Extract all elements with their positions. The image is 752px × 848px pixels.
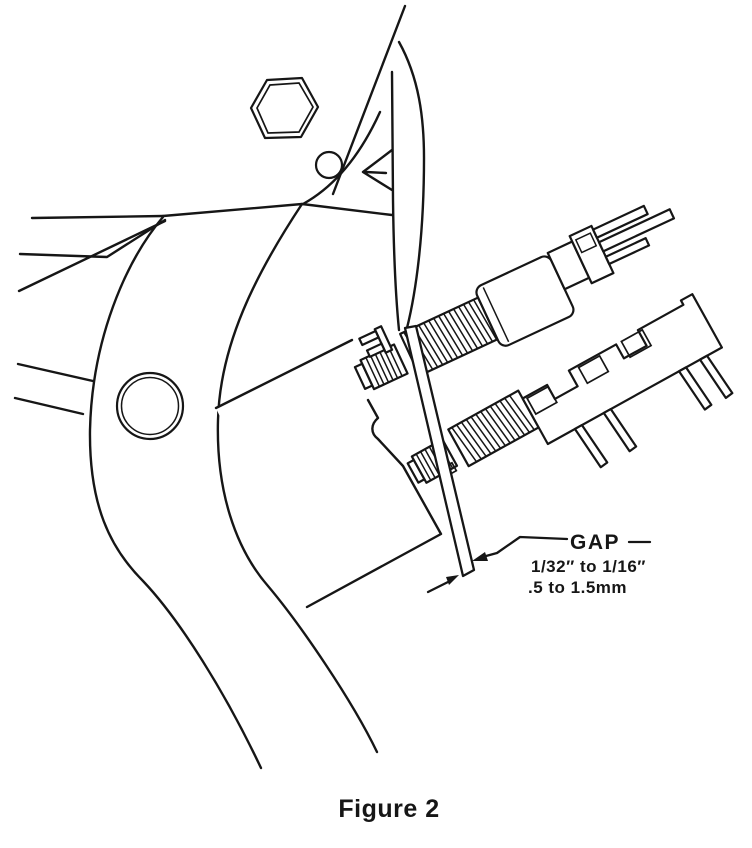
bracket-top-edge [163, 204, 392, 216]
terminal-pin-4 [700, 354, 733, 400]
pedal-pivot-hole [117, 373, 183, 439]
terminal-pin-3 [679, 365, 712, 411]
switch-mounting-plate [216, 334, 441, 607]
bracket-edge-line-2 [20, 220, 165, 257]
upper-arm-diagonal-edge [333, 6, 405, 194]
bracket-flange-line-1 [18, 364, 93, 381]
clip-prong-upper [359, 331, 378, 345]
terminal-pin-1 [575, 423, 608, 469]
bracket-edge-line-3 [19, 221, 165, 291]
bracket-small-hole [316, 152, 342, 178]
mounting-plate-face [216, 334, 441, 607]
terminal-pin-2 [604, 407, 637, 453]
blade-flange-right-edge [399, 42, 424, 328]
gap-range-inches: 1/32″ to 1/16″ [531, 557, 646, 576]
blade-flange-left-edge [392, 72, 399, 330]
gap-arrowhead-upper [472, 552, 488, 561]
pedal-arm-left-curve [90, 217, 261, 768]
pointed-tab-mark [363, 150, 392, 190]
gap-lower-arrow-shaft [428, 582, 448, 592]
gap-range-metric: .5 to 1.5mm [528, 578, 628, 597]
switch-terminal-blades [593, 197, 680, 264]
upper-arm-inner-curve [303, 112, 380, 204]
bracket-flange-line-2 [15, 398, 83, 414]
gap-label: GAP [570, 531, 621, 554]
hex-bolt-outer [251, 78, 318, 138]
hex-bolt-head [251, 78, 318, 138]
gap-arrowhead-lower [446, 575, 459, 585]
bracket-edge-line-1 [32, 216, 163, 218]
pivot-hole-outer [117, 373, 183, 439]
figure-caption: Figure 2 [338, 795, 440, 823]
gap-leader-line [486, 537, 567, 556]
